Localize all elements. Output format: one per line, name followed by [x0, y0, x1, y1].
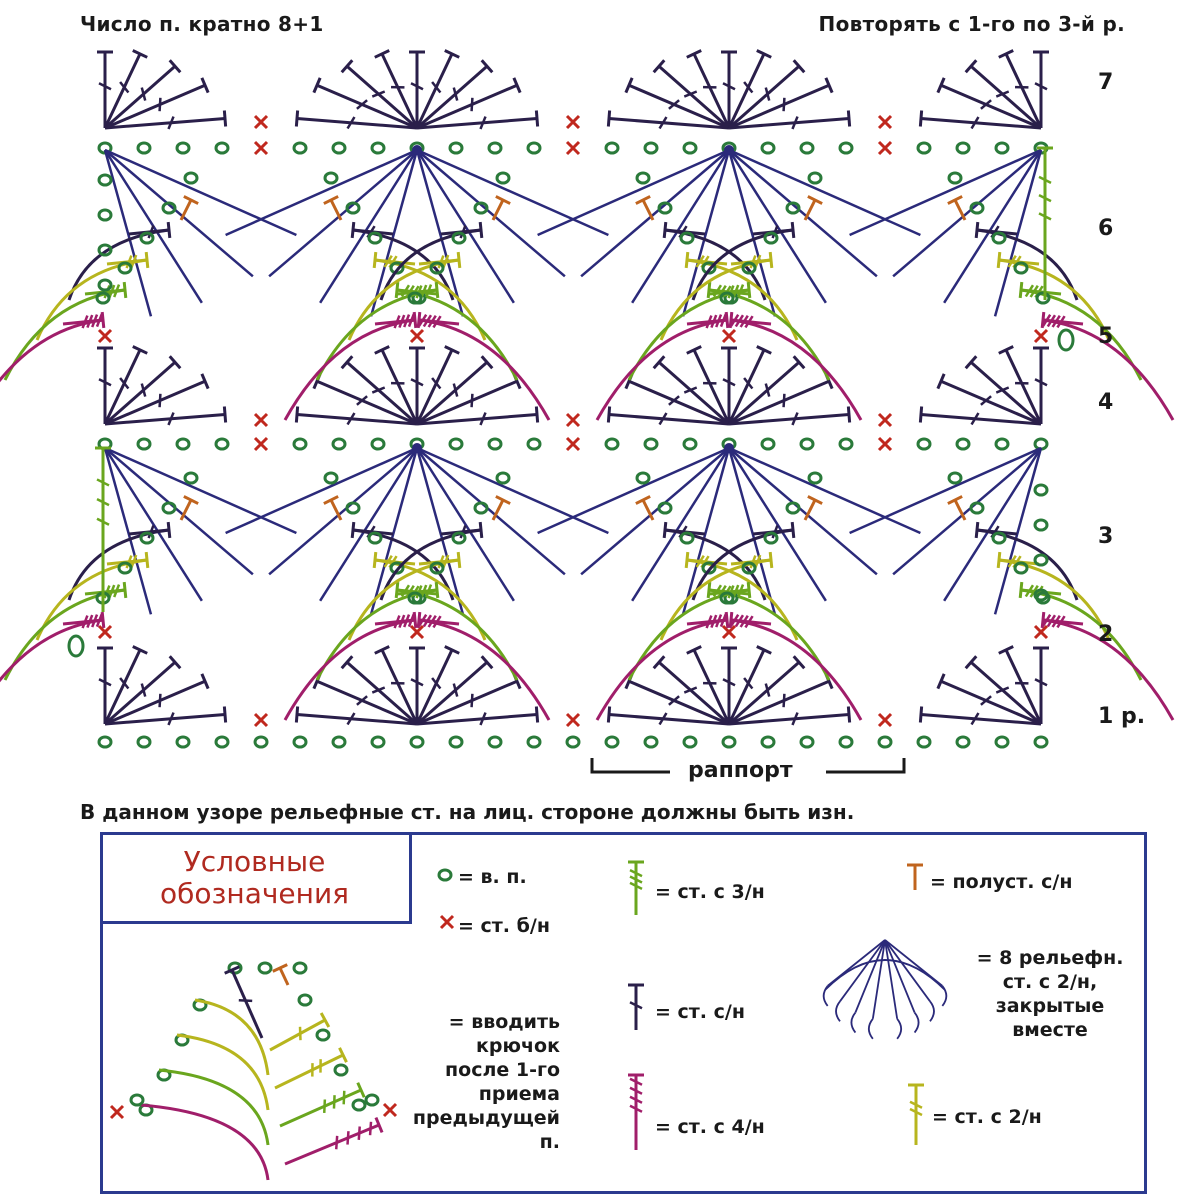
relief-arc-icon — [825, 960, 945, 990]
chain-circle-icon — [366, 1095, 378, 1105]
stitch-symbol — [628, 985, 644, 1030]
chain-circle-icon — [439, 870, 451, 880]
legend-fan-line2: ст. с 2/н, — [1002, 971, 1098, 993]
row-label-5: 5 — [1098, 324, 1114, 349]
legend-insert-line4: приема — [478, 1083, 560, 1105]
stitch-symbol — [907, 865, 923, 890]
chain-circle-icon — [335, 1065, 347, 1075]
legend-insert-text — [400, 1010, 560, 1154]
rapport-label: раппорт — [680, 758, 801, 783]
chain-circle-icon — [317, 1030, 329, 1040]
curved-stitch — [195, 1000, 268, 1075]
relief-hook-icon — [851, 1013, 855, 1033]
sc-cross-icon — [441, 916, 453, 928]
row-label-2: 2 — [1098, 622, 1114, 647]
row-label-6: 6 — [1098, 216, 1114, 241]
chain-circle-icon — [299, 995, 311, 1005]
legend-insert-line5: предыдущей п. — [412, 1107, 560, 1153]
relief-fan-icon — [885, 940, 897, 1019]
legend-tr3-text: = ст. с 3/н — [655, 881, 765, 903]
relief-hook-icon — [897, 1019, 901, 1039]
legend-sc-text: = ст. б/н — [458, 915, 550, 937]
legend-title-line1: Условные — [183, 845, 326, 878]
sc-cross-icon — [111, 1106, 123, 1118]
legend-insert-line2: крючок — [476, 1035, 560, 1057]
sc-cross-icon — [384, 1104, 396, 1116]
legend-tr4-text: = ст. с 4/н — [655, 1116, 765, 1138]
legend-fan-line4: вместе — [1012, 1019, 1088, 1041]
relief-hook-icon — [930, 1001, 934, 1021]
chain-circle-icon — [294, 963, 306, 973]
row-label-3: 3 — [1098, 524, 1114, 549]
legend-fan-text — [955, 946, 1145, 1042]
legend-dc-text: = ст. с/н — [655, 1001, 745, 1023]
curved-stitch — [159, 1070, 268, 1145]
header-left: Число п. кратно 8+1 — [80, 12, 324, 36]
row-label-4: 4 — [1098, 390, 1114, 415]
relief-hook-icon — [869, 1019, 873, 1039]
stitch-symbol — [628, 1075, 644, 1150]
chain-circle-icon — [259, 963, 271, 973]
legend-fan-line3: закрытые — [995, 995, 1105, 1017]
stitch-symbol — [628, 862, 644, 915]
relief-hook-icon — [836, 1001, 840, 1021]
legend-insert-line1: = вводить — [448, 1011, 560, 1033]
legend-fan-line1: = 8 рельефн. — [976, 947, 1124, 969]
row-label-7: 7 — [1098, 70, 1114, 95]
row-label-1: 1 р. — [1098, 704, 1146, 729]
stitch-symbol — [273, 965, 288, 985]
stitch-symbol — [285, 1118, 382, 1164]
curved-stitch — [141, 1105, 268, 1180]
pattern-note: В данном узоре рельефные ст. на лиц. стороне должны быть изн. — [80, 800, 855, 824]
chain-circle-icon — [131, 1095, 143, 1105]
stitch-symbol — [225, 967, 262, 1038]
legend-title-line2: обозначения — [160, 877, 349, 910]
header-right: Повторять с 1-го по 3-й р. — [818, 12, 1125, 36]
legend-chain-text: = в. п. — [458, 866, 527, 888]
legend-hdc-text: = полуст. с/н — [930, 871, 1073, 893]
legend-insert-line3: после 1-го — [445, 1059, 560, 1081]
curved-stitch — [177, 1035, 268, 1110]
legend-tr2-text: = ст. с 2/н — [932, 1106, 1042, 1128]
chain-circle-icon — [353, 1100, 365, 1110]
relief-fan-icon — [873, 940, 885, 1019]
stitch-symbol — [908, 1085, 924, 1145]
relief-hook-icon — [915, 1013, 919, 1033]
